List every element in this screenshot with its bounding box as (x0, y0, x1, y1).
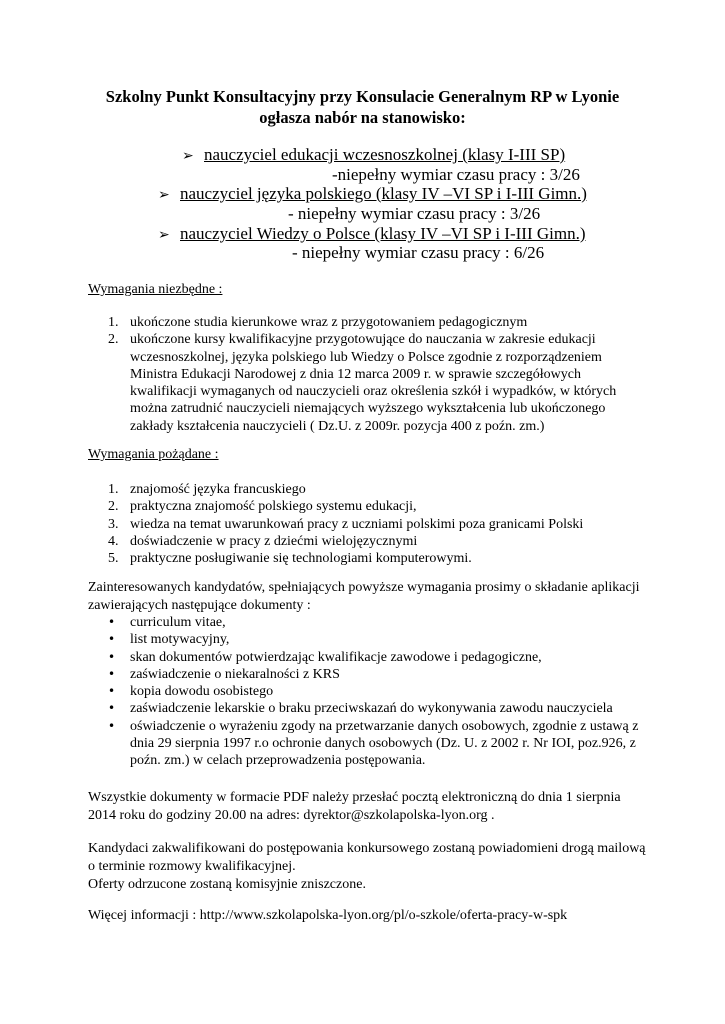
position-2 (158, 183, 587, 205)
list-item: 3. wiedza na temat uwarunkowań pracy z uczniami polskimi poza granicami Polski (108, 516, 584, 532)
required-list (88, 314, 648, 435)
arrow-bullet-icon: ➢ (158, 227, 170, 243)
bullet-icon: • (108, 666, 116, 681)
required-heading: Wymagania niezbędne : (88, 282, 223, 297)
list-item: 4. doświadczenie w pracy z dziećmi wielojęzycznymi (108, 533, 418, 549)
bullet-icon: • (108, 632, 116, 647)
notice-paragraph (88, 840, 648, 894)
list-item: 1. znajomość języka francuskiego (108, 482, 306, 497)
desired-list (88, 481, 648, 567)
title-line-1: Szkolny Punkt Konsultacyjny przy Konsulacie Generalnym RP w Lyonie (105, 87, 620, 106)
position-3-hours: - niepełny wymiar czasu pracy : 6/26 (292, 243, 545, 262)
position-name: nauczyciel języka polskiego (klasy IV –VI SP i I-III Gimn.) (180, 184, 587, 203)
notice-line-2: Oferty odrzucone zostaną komisyjnie zniszczone. (88, 877, 366, 892)
bullet-icon: • (108, 649, 116, 664)
list-item: • oświadczenie o wyrażeniu zgody na przetwarzanie danych osobowych, zgodnie z ustawą z dnia 29 sierpnia 1997 r.o ochronie danych osobowych (Dz. U. z 2002 r. Nr IOI, poz.926, z poźn. zm.) w celach przeprowadzenia postępowania. (108, 718, 639, 769)
list-item: 2. ukończone kursy kwalifikacyjne przygotowujące do nauczania w zakresie edukacji wczesnoszkolnej, języka polskiego lub Wiedzy o Polsce zgodnie z rozporządzeniem Ministra Edukacji Narodowej z dnia 12 marca 2009 r. w sprawie szczegółowych kwalifikacji wymaganych od nauczycieli oraz określenia szkół i wypadków, w których można zatrudnić nauczycieli niemających wyższego wykształcenia lub ukończonego zakłady kształcenia nauczycieli ( Dz.U. z 2009r. pozycja 400 z poźn. zm.) (108, 332, 617, 434)
position-1 (182, 144, 565, 166)
position-name: nauczyciel Wiedzy o Polsce (klasy IV –VI SP i I-III Gimn.) (180, 224, 586, 243)
documents-intro: Zainteresowanych kandydatów, spełniających powyższe wymagania prosimy o składanie aplikacji zawierających następujące dokumenty : (88, 580, 640, 613)
bullet-icon: • (108, 684, 116, 699)
arrow-bullet-icon: ➢ (182, 148, 194, 164)
page-title (60, 86, 665, 128)
notice-line-1: Kandydaci zakwalifikowani do postępowania konkursowego zostaną powiadomieni drogą mailową o terminie rozmowy kwalifikacyjnej. (88, 841, 646, 874)
position-2-hours: - niepełny wymiar czasu pracy : 3/26 (288, 204, 541, 223)
list-item: • skan dokumentów potwierdzając kwalifikacje zawodowe i pedagogiczne, (108, 649, 542, 665)
documents-list (88, 614, 648, 770)
position-1-hours: -niepełny wymiar czasu pracy : 3/26 (332, 165, 580, 184)
title-line-2: ogłasza nabór na stanowisko: (259, 108, 466, 127)
list-item: • curriculum vitae, (108, 615, 226, 630)
list-item: 2. praktyczna znajomość polskiego systemu edukacji, (108, 499, 417, 515)
list-item: 1. ukończone studia kierunkowe wraz z przygotowaniem pedagogicznym (108, 315, 528, 330)
list-item: • kopia dowodu osobistego (108, 684, 274, 700)
bullet-icon: • (108, 718, 116, 733)
list-item: • list motywacyjny, (108, 632, 230, 648)
arrow-bullet-icon: ➢ (158, 187, 170, 203)
list-item: • zaświadczenie lekarskie o braku przeciwskazań do wykonywania zawodu nauczyciela (108, 701, 613, 717)
more-info-link[interactable]: Więcej informacji : http://www.szkolapolska-lyon.org/pl/o-szkole/oferta-pracy-w-spk (88, 908, 568, 923)
list-item: • zaświadczenie o niekaralności z KRS (108, 666, 340, 682)
bullet-icon: • (108, 701, 116, 716)
desired-heading: Wymagania pożądane : (88, 447, 219, 462)
bullet-icon: • (108, 615, 116, 629)
list-item: 5. praktyczne posługiwanie się technologiami komputerowymi. (108, 551, 472, 567)
deadline-paragraph: Wszystkie dokumenty w formacie PDF należy przesłać pocztą elektroniczną do dnia 1 sierpnia 2014 roku do godziny 20.00 na adres: dyrektor@szkolapolska-lyon.org . (88, 790, 621, 823)
position-name: nauczyciel edukacji wczesnoszkolnej (klasy I-III SP) (204, 145, 566, 164)
